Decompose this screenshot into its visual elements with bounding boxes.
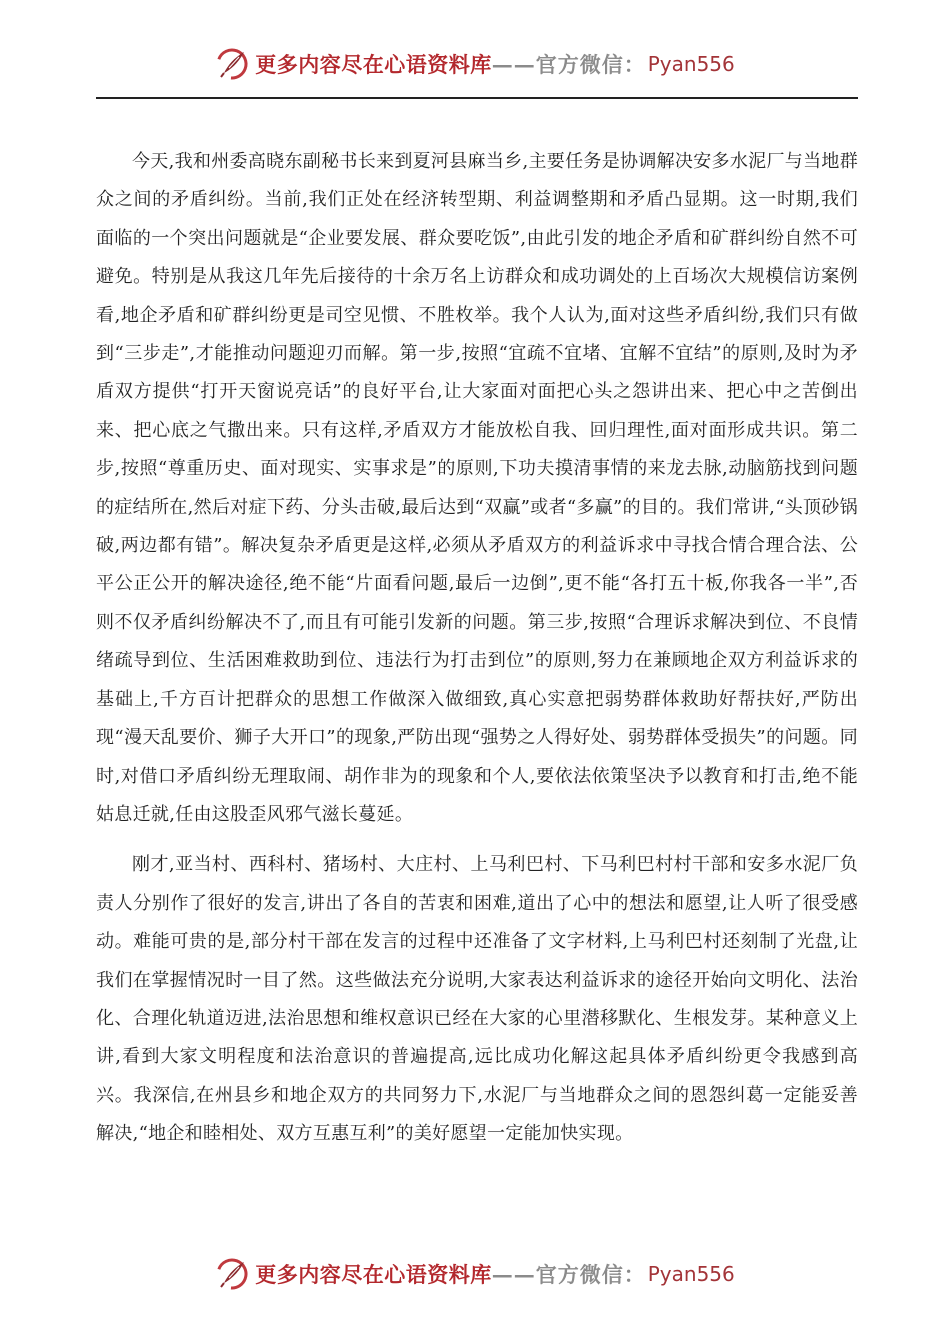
page-header [0,44,950,84]
document-body [96,143,858,1154]
footer-brand-text: 更多内容尽在心语资料库 [255,1262,492,1287]
header-dash: —— [491,51,536,77]
paragraph-1: 今天,我和州委高晓东副秘书长来到夏河县麻当乡,主要任务是协调解决安多水泥厂与当地群众之间的矛盾纠纷。当前,我们正处在经济转型期、利益调整期和矛盾凸显期。这一时期,我们面临的一个突出问题就是“企业要发展、群众要吃饭”,由此引发的地企矛盾和矿群纠纷自然不可避免。特别是从我这几年先后接待的十余万名上访群众和成功调处的上百场次大规模信访案例看,地企矛盾和矿群纠纷更是司空见惯、不胜枚举。我个人认为,面对这些矛盾纠纷,我们只有做到“三步走”,才能推动问题迎刃而解。第一步,按照“宜疏不宜堵、宜解不宜结”的原则,及时为矛盾双方提供“打开天窗说亮话”的良好平台,让大家面对面把心头之怨讲出来、把心中之苦倒出来、把心底之气撒出来。只有这样,矛盾双方才能放松自我、回归理性,面对面形成共识。第二步,按照“尊重历史、面对现实、实事求是”的原则,下功夫摸清事情的来龙去脉,动脑筋找到问题的症结所在,然后对症下药、分头击破,最后达到“双赢”或者“多赢”的目的。我们常讲,“头顶砂锅破,两边都有错”。解决复杂矛盾更是这样,必须从矛盾双方的利益诉求中寻找合情合理合法、公平公正公开的解决途径,绝不能“片面看问题,最后一边倒”,更不能“各打五十板,你我各一半”,否则不仅矛盾纠纷解决不了,而且有可能引发新的问题。第三步,按照“合理诉求解决到位、不良情绪疏导到位、生活困难救助到位、违法行为打击到位”的原则,努力在兼顾地企双方利益诉求的基础上,千方百计把群众的思想工作做深入做细致,真心实意把弱势群体救助好帮扶好,严防出现“漫天乱要价、狮子大开口”的现象,严防出现“强势之人得好处、弱势群体受损失”的问题。同时,对借口矛盾纠纷无理取闹、胡作非为的现象和个人,要依法依策坚决予以教育和打击,绝不能姑息迁就,任由这股歪风邪气滋长蔓延。 [96,151,858,825]
header-divider [96,97,858,99]
page-footer [0,1254,950,1294]
header-official-label: 官方微信： [535,52,646,77]
paragraph-2: 刚才,亚当村、西科村、猪场村、大庄村、上马利巴村、下马利巴村村干部和安多水泥厂负责人分别作了很好的发言,讲出了各自的苦衷和困难,道出了心中的想法和愿望,让人听了很受感动。难能可贵的是,部分村干部在发言的过程中还准备了文字材料,上马利巴村还刻制了光盘,让我们在掌握情况时一目了然。这些做法充分说明,大家表达利益诉求的途径开始向文明化、法治化、合理化轨道迈进,法治思想和维权意识已经在大家的心里潜移默化、生根发芽。某种意义上讲,看到大家文明程度和法治意识的普遍提高,远比成功化解这起具体矛盾纠纷更令我感到高兴。我深信,在州县乡和地企双方的共同努力下,水泥厂与当地群众之间的恩怨纠葛一定能妥善解决,“地企和睦相处、双方互惠互利”的美好愿望一定能加快实现。 [96,854,858,1145]
footer-wechat-id: Pyan556 [647,1262,735,1286]
header-wechat-id: Pyan556 [647,52,735,76]
footer-dash: —— [491,1261,536,1287]
quill-pen-logo-icon [215,47,249,81]
quill-pen-logo-icon [215,1257,249,1291]
header-brand-text: 更多内容尽在心语资料库 [255,52,492,77]
footer-official-label: 官方微信： [535,1262,646,1287]
